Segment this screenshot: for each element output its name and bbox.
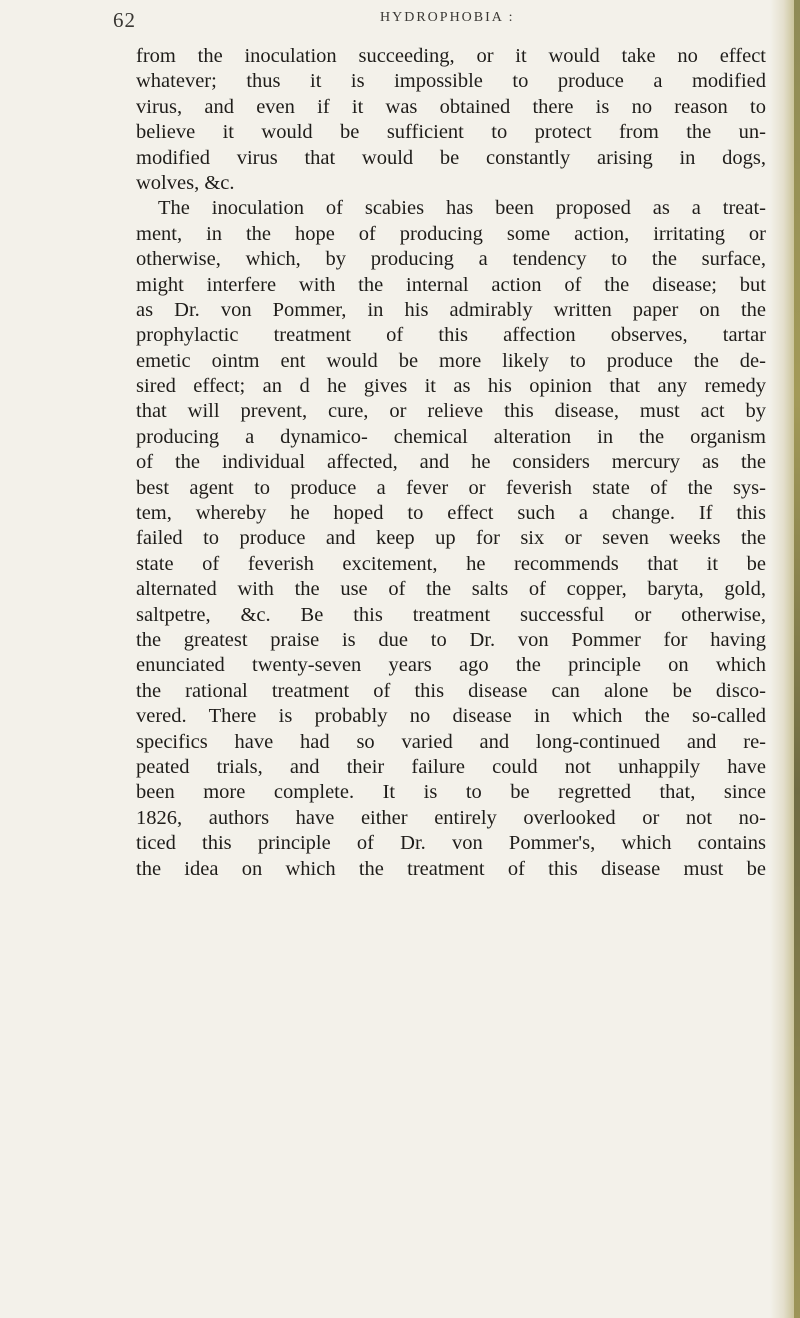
text-line: otherwise, which, by producing a tendency to the surface, — [136, 248, 766, 271]
text-line: state of feverish excitement, he recommends that it be — [136, 552, 766, 575]
running-head — [0, 8, 790, 38]
text-line: the greatest praise is due to Dr. von Pommer for having — [136, 628, 766, 651]
text-line: wolves, &c. — [136, 171, 235, 194]
text-line: prophylactic treatment of this affection observes, tartar — [136, 324, 766, 347]
text-line: ticed this principle of Dr. von Pommer's, which contains — [136, 832, 766, 855]
text-line: 1826, authors have either entirely overlooked or not no- — [136, 806, 766, 829]
text-line: modified virus that would be constantly arising in dogs, — [136, 146, 766, 169]
page-number: 62 — [113, 8, 136, 32]
text-line: as Dr. von Pommer, in his admirably written paper on the — [136, 298, 766, 321]
text-line: alternated with the use of the salts of copper, baryta, gold, — [136, 578, 766, 601]
text-line: specifics have had so varied and long-continued and re- — [136, 730, 766, 753]
text-line: that will prevent, cure, or relieve this disease, must act by — [136, 400, 766, 423]
text-line: the idea on which the treatment of this disease must be — [136, 857, 766, 880]
text-line: of the individual affected, and he considers mercury as the — [136, 451, 766, 474]
text-line: The inoculation of scabies has been proposed as a treat- — [158, 197, 766, 220]
text-line: the rational treatment of this disease can alone be disco- — [136, 679, 766, 702]
text-line: peated trials, and their failure could not unhappily have — [136, 755, 766, 778]
text-line: tem, whereby he hoped to effect such a change. If this — [136, 502, 766, 525]
text-line: producing a dynamico- chemical alteration in the organism — [136, 425, 766, 448]
text-line: been more complete. It is to be regretted that, since — [136, 781, 766, 804]
text-line: ment, in the hope of producing some action, irritating or — [136, 222, 766, 245]
text-line: failed to produce and keep up for six or seven weeks the — [136, 527, 766, 550]
running-title: HYDROPHOBIA : — [380, 10, 515, 25]
text-line: emetic ointm ent would be more likely to produce the de- — [136, 349, 766, 372]
body-text — [136, 44, 766, 882]
text-line: virus, and even if it was obtained there is no reason to — [136, 95, 766, 118]
text-line: vered. There is probably no disease in which the so-called — [136, 705, 766, 728]
binding-edge — [794, 0, 800, 1318]
text-line: believe it would be sufficient to protect from the un- — [136, 121, 766, 144]
text-line: might interfere with the internal action of the disease; but — [136, 273, 766, 296]
text-line: best agent to produce a fever or feverish state of the sys- — [136, 476, 766, 499]
text-line: from the inoculation succeeding, or it would take no effect — [136, 45, 766, 67]
text-line: enunciated twenty-seven years ago the principle on which — [136, 654, 766, 677]
text-line: sired effect; an d he gives it as his opinion that any remedy — [136, 375, 766, 398]
text-line: saltpetre, &c. Be this treatment successful or otherwise, — [136, 603, 766, 626]
text-line: whatever; thus it is impossible to produce a modified — [136, 70, 766, 93]
